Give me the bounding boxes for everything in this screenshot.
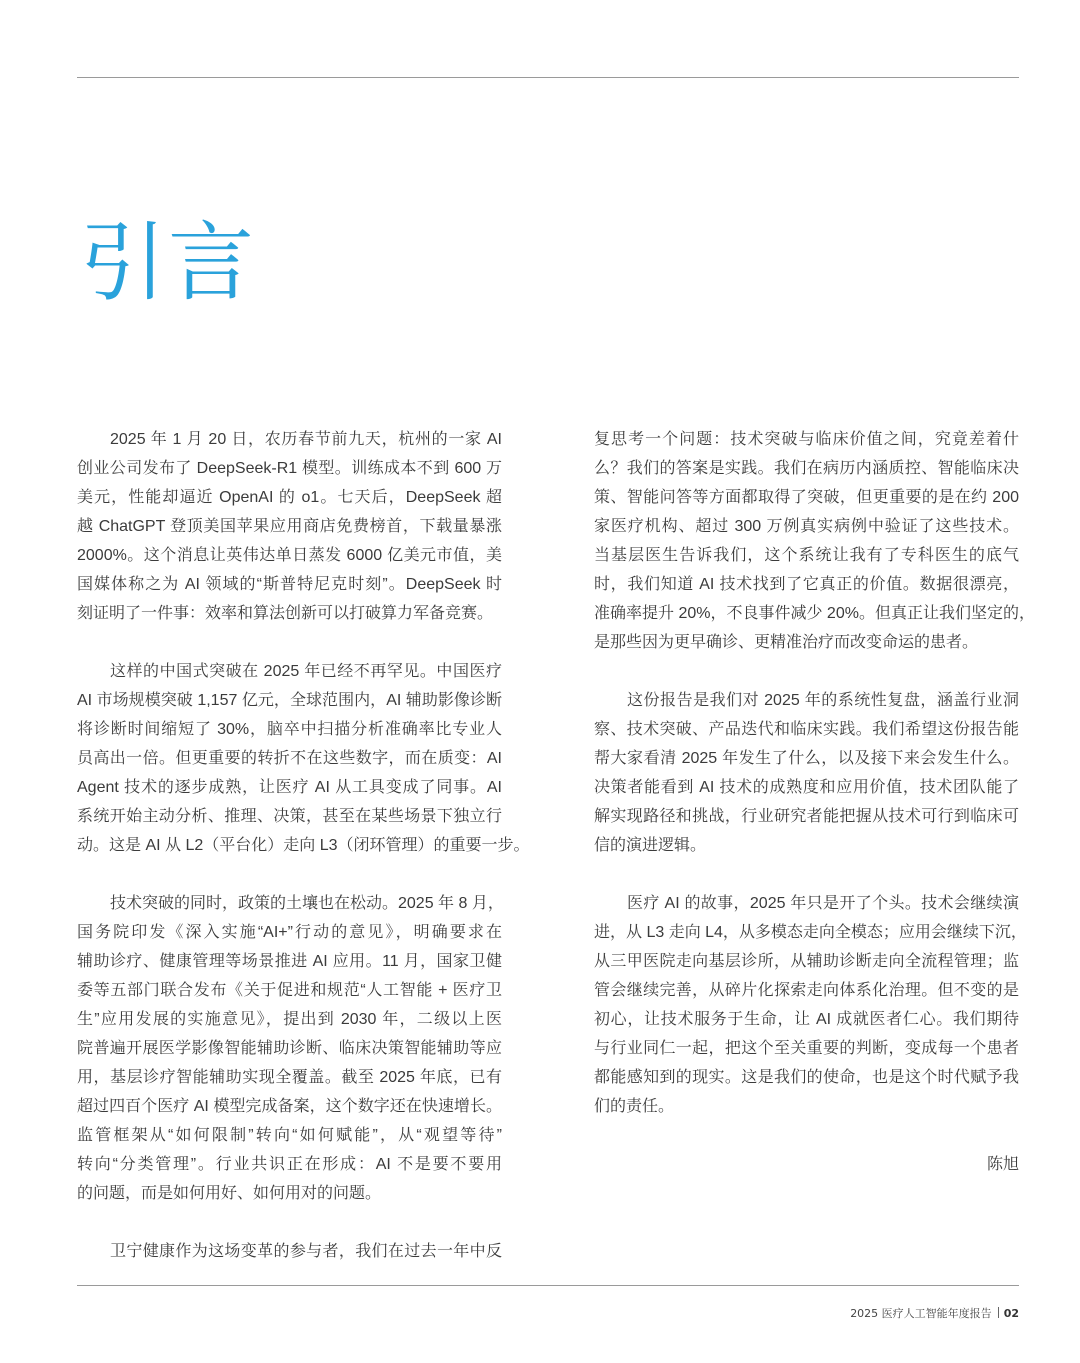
text-line: 创业公司发布了 DeepSeek-R1 模型。训练成本不到 600 万 bbox=[77, 460, 502, 477]
text-line: 动。这是 AI 从 L2（平台化）走向 L3（闭环管理）的重要一步。 bbox=[77, 837, 530, 854]
text-line: 刻证明了一件事：效率和算法创新可以打破算力军备竞赛。 bbox=[77, 605, 494, 622]
text-line: 2000%。这个消息让英伟达单日蒸发 6000 亿美元市值，美 bbox=[77, 547, 502, 564]
author-signature: 陈旭 bbox=[986, 1156, 1019, 1173]
text-line: 院普遍开展医学影像智能辅助诊断、临床决策智能辅助等应 bbox=[77, 1040, 502, 1057]
text-line: 生”应用发展的实施意见》，提出到 2030 年，二级以上医 bbox=[77, 1011, 502, 1028]
text-line: 信的演进逻辑。 bbox=[594, 837, 707, 854]
text-line: 是那些因为更早确诊、更精准治疗而改变命运的患者。 bbox=[594, 634, 979, 651]
text-line: 管会继续完善，从碎片化探索走向体系化治理。但不变的是 bbox=[594, 982, 1019, 999]
paragraph bbox=[594, 425, 1035, 657]
text-line: Agent 技术的逐步成熟，让医疗 AI 从工具变成了同事。AI bbox=[77, 779, 502, 796]
page-title: 引言 bbox=[80, 213, 256, 313]
text-line: 用，基层诊疗智能辅助实现全覆盖。截至 2025 年底，已有 bbox=[77, 1069, 502, 1086]
text-line: 卫宁健康作为这场变革的参与者，我们在过去一年中反 bbox=[110, 1243, 502, 1260]
text-line: AI 市场规模突破 1,157 亿元，全球范围内，AI 辅助影像诊断 bbox=[77, 692, 502, 709]
text-line: 与行业同仁一起，把这个至关重要的判断，变成每一个患者 bbox=[594, 1040, 1019, 1057]
footer-report-title: 2025 医疗人工智能年度报告 bbox=[850, 1307, 992, 1320]
text-line: 策、智能问答等方面都取得了突破，但更重要的是在约 200 bbox=[594, 489, 1019, 506]
text-line: 家医疗机构、超过 300 万例真实病例中验证了这些技术。 bbox=[594, 518, 1019, 535]
text-line: 技术突破的同时，政策的土壤也在松动。2025 年 8 月， bbox=[110, 895, 504, 912]
text-line: 初心，让技术服务于生命，让 AI 成就医者仁心。我们期待 bbox=[594, 1011, 1019, 1028]
left-column bbox=[77, 425, 530, 1295]
paragraph bbox=[77, 657, 530, 860]
text-line: 察、技术突破、产品迭代和临床实践。我们希望这份报告能 bbox=[594, 721, 1019, 738]
text-line: 解实现路径和挑战，行业研究者能把握从技术可行到临床可 bbox=[594, 808, 1019, 825]
footer-separator bbox=[998, 1307, 999, 1318]
right-column bbox=[594, 425, 1035, 1179]
text-line: 当基层医生告诉我们，这个系统让我有了专科医生的底气 bbox=[594, 547, 1019, 564]
text-line: 么？我们的答案是实践。我们在病历内涵质控、智能临床决 bbox=[594, 460, 1019, 477]
text-line: 这样的中国式突破在 2025 年已经不再罕见。中国医疗 bbox=[110, 663, 502, 680]
text-line: 准确率提升 20%，不良事件减少 20%。但真正让我们坚定的， bbox=[594, 605, 1035, 622]
text-line: 2025 年 1 月 20 日，农历春节前九天，杭州的一家 AI bbox=[110, 431, 502, 448]
paragraph bbox=[77, 1237, 502, 1266]
top-divider bbox=[77, 77, 1019, 78]
text-line: 医疗 AI 的故事，2025 年只是开了个头。技术会继续演 bbox=[627, 895, 1019, 912]
page-number: 02 bbox=[1003, 1307, 1019, 1320]
paragraph bbox=[77, 425, 502, 628]
text-line: 进，从 L3 走向 L4，从多模态走向全模态；应用会继续下沉， bbox=[594, 924, 1027, 941]
text-line: 国务院印发《深入实施“AI+”行动的意见》，明确要求在 bbox=[77, 924, 502, 941]
text-line: 超过四百个医疗 AI 模型完成备案，这个数字还在快速增长。 bbox=[77, 1098, 502, 1115]
text-line: 们的责任。 bbox=[594, 1098, 675, 1115]
text-line: 转向“分类管理”。行业共识正在形成：AI 不是要不要用 bbox=[77, 1156, 502, 1173]
text-line: 时，我们知道 AI 技术找到了它真正的价值。数据很漂亮， bbox=[594, 576, 1019, 593]
bottom-divider bbox=[77, 1285, 1019, 1286]
text-line: 这份报告是我们对 2025 年的系统性复盘，涵盖行业洞 bbox=[627, 692, 1019, 709]
text-line: 帮大家看清 2025 年发生了什么，以及接下来会发生什么。 bbox=[594, 750, 1019, 767]
text-line: 系统开始主动分析、推理、决策，甚至在某些场景下独立行 bbox=[77, 808, 502, 825]
text-line: 将诊断时间缩短了 30%，脑卒中扫描分析准确率比专业人 bbox=[77, 721, 502, 738]
text-line: 都能感知到的现实。这是我们的使命，也是这个时代赋予我 bbox=[594, 1069, 1019, 1086]
text-line: 监管框架从“如何限制”转向“如何赋能”，从“观望等待” bbox=[77, 1127, 502, 1144]
text-line: 委等五部门联合发布《关于促进和规范“人工智能 + 医疗卫 bbox=[77, 982, 502, 999]
paragraph bbox=[77, 889, 502, 1208]
paragraph bbox=[594, 686, 1019, 860]
text-line: 员高出一倍。但更重要的转折不在这些数字，而在质变：AI bbox=[77, 750, 502, 767]
text-line: 的问题，而是如何用好、如何用对的问题。 bbox=[77, 1185, 382, 1202]
text-line: 国媒体称之为 AI 领域的“斯普特尼克时刻”。DeepSeek 时 bbox=[77, 576, 502, 593]
text-line: 从三甲医院走向基层诊所，从辅助诊断走向全流程管理；监 bbox=[594, 953, 1019, 970]
text-line: 复思考一个问题：技术突破与临床价值之间，究竟差着什 bbox=[594, 431, 1019, 448]
text-line: 决策者能看到 AI 技术的成熟度和应用价值，技术团队能了 bbox=[594, 779, 1019, 796]
page-footer bbox=[850, 1306, 1019, 1322]
paragraph bbox=[594, 889, 1027, 1121]
text-line: 越 ChatGPT 登顶美国苹果应用商店免费榜首，下载量暴涨 bbox=[77, 518, 502, 535]
text-line: 辅助诊疗、健康管理等场景推进 AI 应用。11 月，国家卫健 bbox=[77, 953, 502, 970]
text-line: 美元，性能却逼近 OpenAI 的 o1。七天后，DeepSeek 超 bbox=[77, 489, 502, 506]
